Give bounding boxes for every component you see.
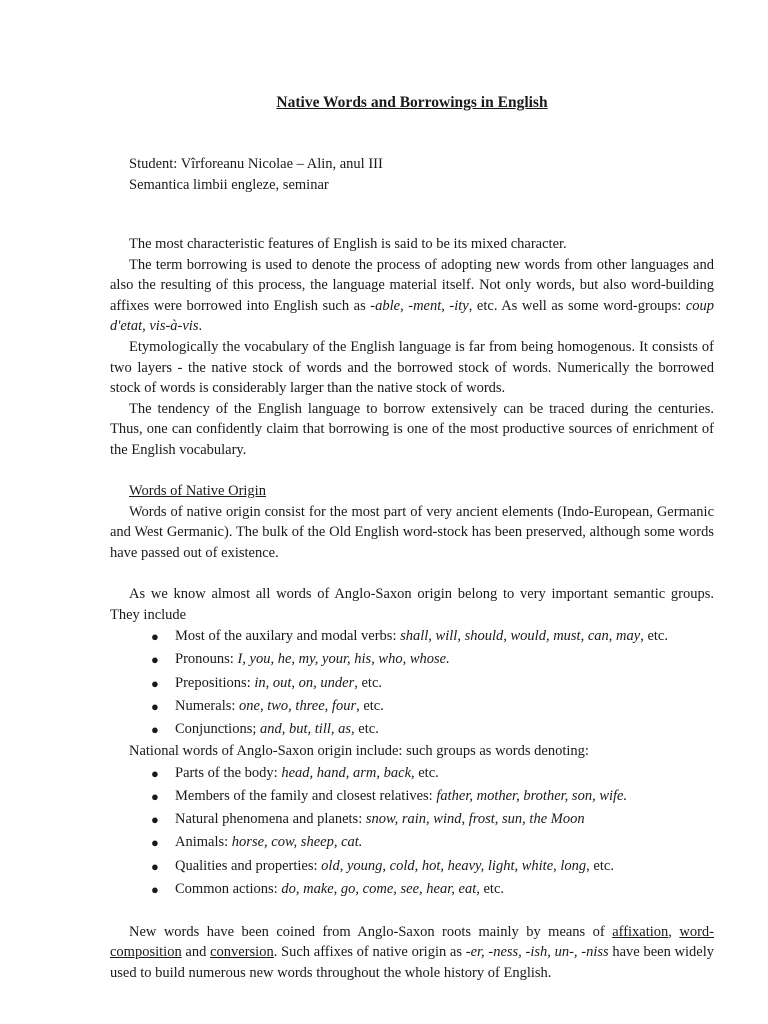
bullet-icon: ● <box>151 789 159 804</box>
intro-paragraph-3: Etymologically the vocabulary of the English language is far from being homogenous. It consists of two layers - the native stock of words and the borrowed stock of words. Numerically the borrowed stock of words is considerably larger than the native stock of words. <box>110 338 714 397</box>
bullet-icon: ● <box>151 858 159 874</box>
list-item: ● Natural phenomena and planets: snow, rain, wind, frost, sun, the Moon <box>110 808 714 831</box>
native-paragraph-4: New words have been coined from Anglo-Saxon roots mainly by means of affixation, word-composition and conversion. Such affixes of native origin as -er, -ness, -ish, un-, -niss have been widely used to build numerous new words throughout the whole history of English. <box>110 923 715 981</box>
affixation-link[interactable]: affixation <box>612 923 669 940</box>
bullet-icon: ● <box>151 881 159 897</box>
bullet-icon: ● <box>151 698 159 714</box>
intro-paragraph-2: The term borrowing is used to denote the process of adopting new words from other languages and also the resulting of this process, the language material itself. Not only words, but also word-building affixes were borrowed into English such as -able, -ment, -ity, etc. As well as some word-groups: coup d'etat, vis-à-vis. <box>110 256 714 335</box>
bullet-icon: ● <box>151 629 159 645</box>
native-paragraph-2: As we know almost all words of Anglo-Saxon origin belong to very important semantic groups. They include <box>110 586 714 623</box>
document-body <box>110 234 714 983</box>
list-item: ● Members of the family and closest relatives: father, mother, brother, son, wife. <box>110 785 714 808</box>
list-item: ● Common actions: do, make, go, come, see, hear, eat, etc. <box>110 878 714 901</box>
denoting-groups-list <box>110 762 714 901</box>
bullet-icon: ● <box>151 675 159 691</box>
course-line: Semantica limbii engleze, seminar <box>129 177 329 193</box>
intro-paragraph-4: The tendency of the English language to borrow extensively can be traced during the centuries. Thus, one can confidently claim that borrowing is one of the most productive sources of enrichment of the English vocabulary. <box>110 400 714 458</box>
word-composition-link[interactable]: word-composition <box>110 923 715 961</box>
section-heading-native-origin: Words of Native Origin <box>129 483 266 500</box>
bullet-icon: ● <box>151 835 159 851</box>
bullet-icon: ● <box>151 765 159 781</box>
native-paragraph-1: Words of native origin consist for the most part of very ancient elements (Indo-European, Germanic and West Germanic). The bulk of the Old English word-stock has been preserved, although some words have passed out of existence. <box>110 503 714 561</box>
student-line: Student: Vîrforeanu Nicolae – Alin, anul III <box>129 156 383 172</box>
list-item: ● Conjunctions; and, but, till, as, etc. <box>110 718 714 741</box>
native-paragraph-3: National words of Anglo-Saxon origin include: such groups as words denoting: <box>129 743 589 760</box>
bullet-icon: ● <box>151 722 159 738</box>
bullet-icon: ● <box>151 812 159 828</box>
conversion-link[interactable]: conversion <box>210 944 274 961</box>
intro-paragraph-1: The most characteristic features of English is said to be its mixed character. <box>129 236 567 252</box>
spacer <box>110 461 714 482</box>
spacer <box>110 901 714 922</box>
student-info <box>129 154 383 196</box>
list-item: ● Prepositions: in, out, on, under, etc. <box>110 672 714 695</box>
document-title: Native Words and Borrowings in English <box>276 94 548 111</box>
list-item: ● Most of the auxilary and modal verbs: shall, will, should, would, must, can, may, etc. <box>110 625 714 648</box>
list-item: ● Animals: horse, cow, sheep, cat. <box>110 831 714 854</box>
list-item: ● Pronouns: I, you, he, my, your, his, who, whose. <box>110 648 714 671</box>
list-item: ● Qualities and properties: old, young, cold, hot, heavy, light, white, long, etc. <box>110 855 714 878</box>
list-item: ● Parts of the body: head, hand, arm, back, etc. <box>110 762 714 785</box>
list-item: ● Numerals: one, two, three, four, etc. <box>110 695 714 718</box>
bullet-icon: ● <box>151 652 159 668</box>
semantic-groups-list <box>110 625 714 741</box>
spacer <box>110 564 714 585</box>
